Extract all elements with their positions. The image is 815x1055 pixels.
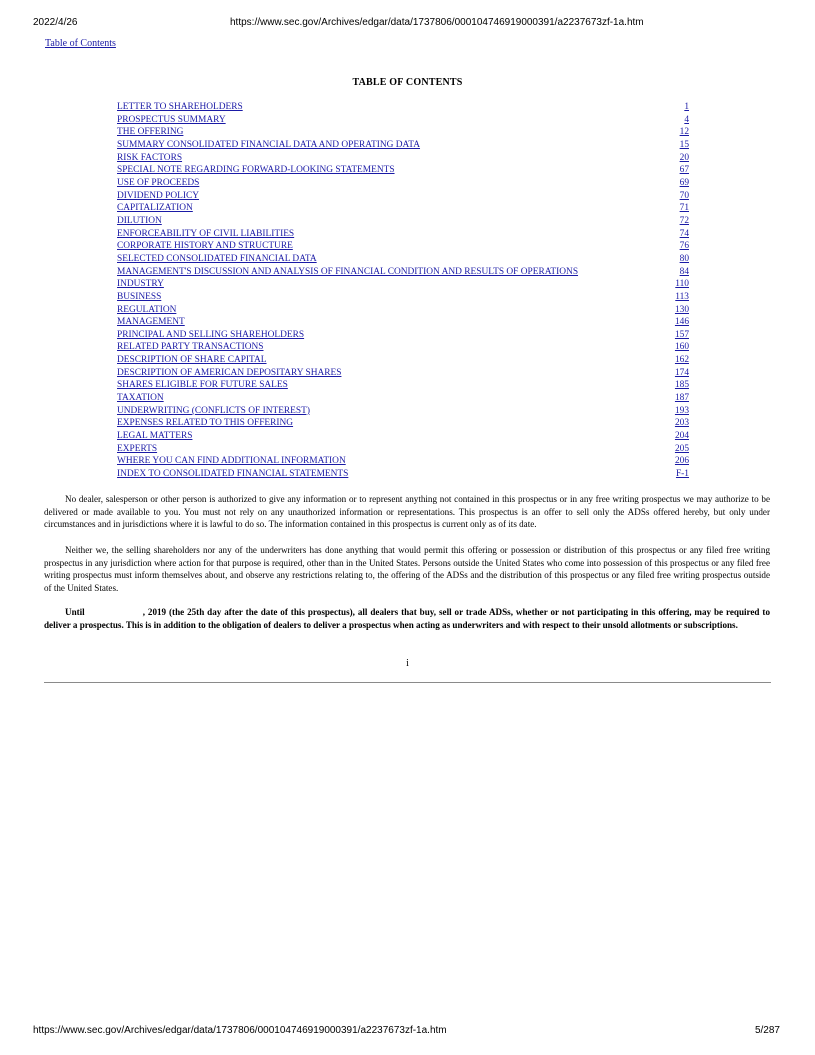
toc-entry-title-link[interactable]: LEGAL MATTERS bbox=[117, 431, 193, 442]
toc-entry-title-link[interactable]: TAXATION bbox=[117, 393, 164, 404]
toc-entry bbox=[117, 101, 689, 114]
toc-entry-title-link[interactable]: LETTER TO SHAREHOLDERS bbox=[117, 102, 243, 112]
toc-entry bbox=[117, 114, 689, 127]
disclaimer-text: No dealer, salesperson or other person is authorized to give any information or to represent anything not contained in this prospectus or in any free writing prospectus we may authorize to be delivered or made available to you. You must not rely on any unauthorized information or representations. This prospectus is an offer to sell only the ADSs offered hereby, but only under circumstances and in jurisdictions where it is lawful to do so. The information contained in this prospectus is current only as of its date. bbox=[44, 494, 770, 530]
toc-entry-page-link[interactable]: 15 bbox=[679, 139, 689, 150]
toc-entry-title-link[interactable]: DILUTION bbox=[117, 215, 162, 226]
print-date: 2022/4/26 bbox=[33, 17, 78, 28]
toc-entry-title-link[interactable]: EXPENSES RELATED TO THIS OFFERING bbox=[117, 418, 294, 429]
toc-entry bbox=[117, 177, 689, 190]
page-number: i bbox=[406, 658, 409, 669]
toc-entry-page-link[interactable]: 12 bbox=[679, 127, 689, 138]
toc-entry-title-link[interactable]: DESCRIPTION OF SHARE CAPITAL bbox=[117, 355, 267, 366]
toc-entry bbox=[117, 316, 689, 329]
dealer-notice-paragraph bbox=[44, 606, 770, 631]
toc-entry bbox=[117, 253, 689, 266]
toc-entry bbox=[117, 468, 689, 481]
toc-entry bbox=[117, 341, 689, 354]
toc-entry-page-link[interactable]: 174 bbox=[674, 367, 689, 378]
toc-entry-page-link[interactable]: 67 bbox=[679, 165, 689, 176]
toc-entry bbox=[117, 329, 689, 342]
toc-heading: TABLE OF CONTENTS bbox=[352, 77, 463, 88]
toc-entry bbox=[117, 455, 689, 468]
toc-entry-title-link[interactable]: EXPERTS bbox=[117, 443, 158, 454]
toc-entry bbox=[117, 405, 689, 418]
toc-entry-page-link[interactable]: 185 bbox=[674, 380, 689, 391]
toc-entry-page-link[interactable]: 130 bbox=[674, 304, 689, 315]
toc-entry-title-link[interactable]: UNDERWRITING (CONFLICTS OF INTEREST) bbox=[117, 405, 310, 416]
toc-entry-title-link[interactable]: USE OF PROCEEDS bbox=[117, 177, 200, 188]
toc-entry bbox=[117, 392, 689, 405]
toc-entry-page-link[interactable]: 1 bbox=[684, 102, 689, 112]
toc-entry bbox=[117, 443, 689, 456]
toc-entry-page-link[interactable]: 157 bbox=[674, 329, 689, 340]
toc-entry-page-link[interactable]: 204 bbox=[674, 431, 689, 442]
toc-entry-title-link[interactable]: RELATED PARTY TRANSACTIONS bbox=[117, 342, 264, 353]
footer-url: https://www.sec.gov/Archives/edgar/data/1737806/000104746919000391/a2237673zf-1a.htm bbox=[33, 1025, 447, 1036]
table-of-contents-link[interactable]: Table of Contents bbox=[45, 38, 116, 49]
toc-entry-title-link[interactable]: BUSINESS bbox=[117, 291, 162, 302]
toc-entry-page-link[interactable]: 80 bbox=[679, 253, 689, 264]
toc-entry bbox=[117, 278, 689, 291]
toc-entry-page-link[interactable]: 20 bbox=[679, 152, 689, 163]
toc-entry bbox=[117, 164, 689, 177]
toc-entry-page-link[interactable]: 187 bbox=[674, 393, 689, 404]
toc-entry bbox=[117, 202, 689, 215]
toc-entry bbox=[117, 139, 689, 152]
toc-entry bbox=[117, 304, 689, 317]
toc-entry bbox=[117, 354, 689, 367]
toc-entry bbox=[117, 240, 689, 253]
distribution-paragraph bbox=[44, 544, 770, 594]
toc-entry-page-link[interactable]: 84 bbox=[679, 266, 689, 277]
toc-entry-page-link[interactable]: 74 bbox=[679, 228, 689, 239]
toc-entry bbox=[117, 430, 689, 443]
toc-entry-title-link[interactable]: SELECTED CONSOLIDATED FINANCIAL DATA bbox=[117, 253, 317, 264]
toc-list bbox=[117, 101, 689, 481]
toc-entry-page-link[interactable]: 110 bbox=[675, 279, 689, 290]
toc-entry-page-link[interactable]: 162 bbox=[674, 355, 689, 366]
toc-entry bbox=[117, 215, 689, 228]
toc-entry bbox=[117, 228, 689, 241]
toc-entry-page-link[interactable]: 113 bbox=[675, 291, 689, 302]
dealer-notice-text: , 2019 (the 25th day after the date of this prospectus), all dealers that buy, sell or trade ADSs, whether or not participating in this offering, may be required to deliver a prospectus. This is in addition to the obligation of dealers to deliver a prospectus when acting as underwriters and with respect to their unsold allotments or subscriptions. bbox=[44, 607, 770, 630]
toc-entry-page-link[interactable]: 72 bbox=[679, 215, 689, 226]
toc-entry-page-link[interactable]: 4 bbox=[684, 114, 689, 125]
toc-entry-title-link[interactable]: REGULATION bbox=[117, 304, 177, 315]
dealer-notice-lead: Until bbox=[65, 607, 85, 617]
disclaimer-paragraph bbox=[44, 493, 770, 531]
toc-entry bbox=[117, 190, 689, 203]
toc-entry-title-link[interactable]: SPECIAL NOTE REGARDING FORWARD-LOOKING STATEMENTS bbox=[117, 165, 395, 176]
toc-entry bbox=[117, 152, 689, 165]
toc-entry-page-link[interactable]: 71 bbox=[679, 203, 689, 214]
distribution-text: Neither we, the selling shareholders nor any of the underwriters has done anything that would permit this offering or possession or distribution of this prospectus or any filed free writing prospectus in any jurisdiction where action for that purpose is required, other than in the United States. Persons outside the United States who come into possession of this prospectus or any filed free writing prospectus must inform themselves about, and observe any restrictions relating to, the offering of the ADSs and the distribution of this prospectus or any filed free writing prospectus outside of the United States. bbox=[44, 545, 770, 593]
toc-entry-page-link[interactable]: 205 bbox=[674, 443, 689, 454]
toc-entry-page-link[interactable]: 69 bbox=[679, 177, 689, 188]
toc-entry-page-link[interactable]: 193 bbox=[674, 405, 689, 416]
toc-entry-title-link[interactable]: WHERE YOU CAN FIND ADDITIONAL INFORMATION bbox=[117, 456, 346, 467]
toc-entry-page-link[interactable]: 146 bbox=[674, 317, 689, 328]
toc-entry-title-link[interactable]: CAPITALIZATION bbox=[117, 203, 193, 214]
toc-entry bbox=[117, 291, 689, 304]
toc-entry bbox=[117, 417, 689, 430]
toc-entry-page-link[interactable]: F-1 bbox=[675, 469, 689, 480]
toc-entry-title-link[interactable]: THE OFFERING bbox=[117, 127, 184, 138]
toc-entry bbox=[117, 379, 689, 392]
print-url: https://www.sec.gov/Archives/edgar/data/1737806/000104746919000391/a2237673zf-1a.htm bbox=[230, 17, 644, 28]
toc-entry-title-link[interactable]: DIVIDEND POLICY bbox=[117, 190, 200, 201]
toc-entry-title-link[interactable]: SUMMARY CONSOLIDATED FINANCIAL DATA AND OPERATING DATA bbox=[117, 139, 421, 150]
toc-entry-page-link[interactable]: 203 bbox=[674, 418, 689, 429]
toc-entry-title-link[interactable]: SHARES ELIGIBLE FOR FUTURE SALES bbox=[117, 380, 288, 391]
toc-entry-title-link[interactable]: DESCRIPTION OF AMERICAN DEPOSITARY SHARES bbox=[117, 367, 342, 378]
toc-entry-page-link[interactable]: 70 bbox=[679, 190, 689, 201]
toc-entry bbox=[117, 367, 689, 380]
toc-entry-page-link[interactable]: 206 bbox=[674, 456, 689, 467]
toc-entry-page-link[interactable]: 160 bbox=[674, 342, 689, 353]
toc-entry-title-link[interactable]: RISK FACTORS bbox=[117, 152, 183, 163]
toc-entry-title-link[interactable]: MANAGEMENT bbox=[117, 317, 185, 328]
toc-entry-page-link[interactable]: 76 bbox=[679, 241, 689, 252]
toc-entry bbox=[117, 266, 689, 279]
footer-page-count: 5/287 bbox=[754, 1025, 780, 1036]
toc-entry bbox=[117, 126, 689, 139]
toc-entry-title-link[interactable]: PROSPECTUS SUMMARY bbox=[117, 114, 226, 125]
page-divider bbox=[44, 682, 771, 683]
toc-entry-title-link[interactable]: CORPORATE HISTORY AND STRUCTURE bbox=[117, 241, 293, 252]
toc-entry-title-link[interactable]: PRINCIPAL AND SELLING SHAREHOLDERS bbox=[117, 329, 305, 340]
toc-entry-title-link[interactable]: MANAGEMENT'S DISCUSSION AND ANALYSIS OF FINANCIAL CONDITION AND RESULTS OF OPERATIONS bbox=[117, 266, 579, 277]
toc-entry-title-link[interactable]: ENFORCEABILITY OF CIVIL LIABILITIES bbox=[117, 228, 295, 239]
toc-entry-title-link[interactable]: INDEX TO CONSOLIDATED FINANCIAL STATEMENTS bbox=[117, 469, 349, 480]
toc-entry-title-link[interactable]: INDUSTRY bbox=[117, 279, 164, 290]
